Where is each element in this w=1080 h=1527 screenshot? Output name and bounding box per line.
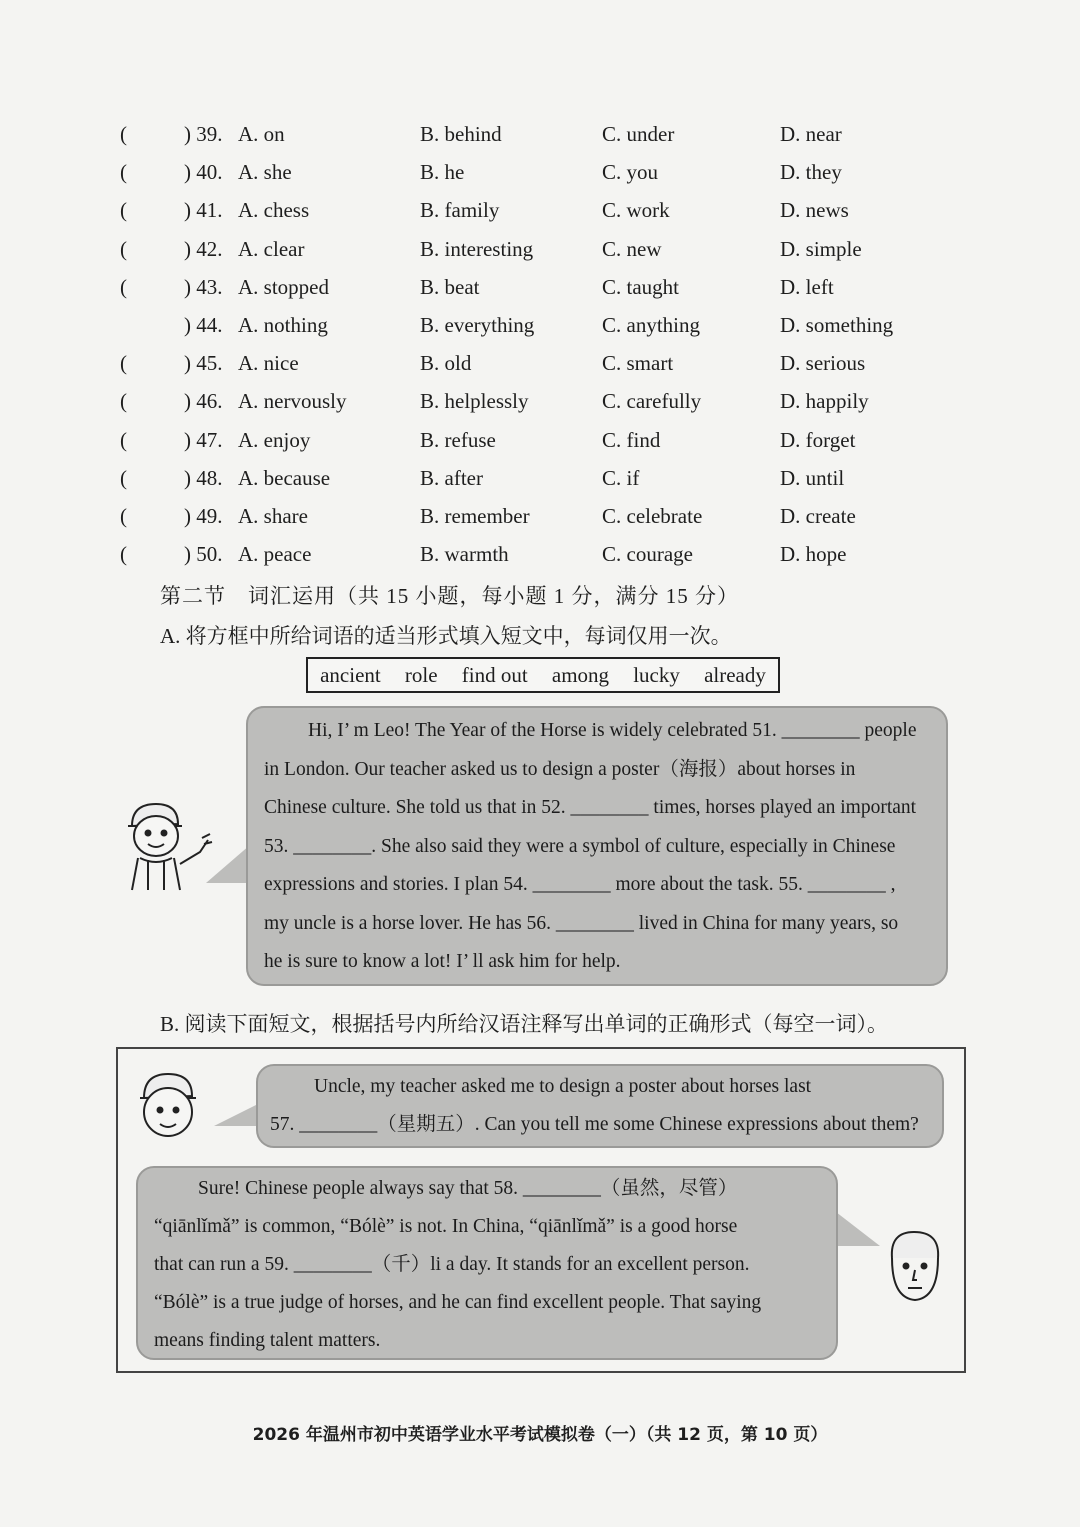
option-a: A. clear — [238, 236, 305, 261]
question-number: ) 50. — [184, 542, 223, 567]
option-b: B. he — [420, 160, 465, 185]
option-a: A. she — [238, 160, 292, 185]
option-b: B. after — [420, 465, 483, 490]
option-b: B. interesting — [420, 236, 534, 261]
answer-paren: ( — [120, 274, 127, 299]
instruction-b: B. 阅读下面短文，根据括号内所给汉语注释写出单词的正确形式（每空一词）。 — [160, 1012, 889, 1036]
answer-paren: ( — [120, 198, 127, 223]
passage-line: that can run a 59. ________（千）li a day. It stands for an excellent person. — [154, 1254, 750, 1275]
passage-line: means finding talent matters. — [154, 1330, 381, 1351]
option-c: C. courage — [602, 542, 693, 567]
passage-line: Sure! Chinese people always say that 58. ________（虽然，尽管） — [198, 1178, 738, 1199]
instruction-a: A. 将方框中所给词语的适当形式填入短文中，每词仅用一次。 — [160, 624, 732, 648]
option-c: C. carefully — [602, 389, 702, 414]
option-a: A. share — [238, 504, 308, 528]
option-d: D. simple — [780, 236, 862, 261]
option-c: C. if — [602, 465, 640, 490]
answer-paren: ( — [120, 427, 127, 452]
question-number: ) 47. — [184, 427, 223, 452]
passage-line: Uncle, my teacher asked me to design a poster about horses last — [314, 1076, 812, 1097]
answer-paren: ( — [120, 122, 127, 146]
question-number: ) 46. — [184, 389, 223, 414]
option-d: D. until — [780, 465, 845, 490]
option-d: D. they — [780, 160, 842, 185]
word-box-item: already — [704, 662, 766, 687]
answer-paren: ( — [120, 542, 127, 567]
option-c: C. you — [602, 160, 659, 185]
option-b: B. remember — [420, 504, 530, 528]
option-d: D. something — [780, 313, 894, 337]
option-b: B. everything — [420, 313, 535, 337]
question-row — [0, 466, 1080, 504]
speech-bubble-uncle — [136, 1166, 838, 1360]
passage-line: “Bólè” is a true judge of horses, and he can find excellent people. That saying — [154, 1292, 762, 1313]
option-a: A. chess — [238, 198, 310, 223]
question-number: ) 48. — [184, 465, 223, 490]
section-title: 第二节 词汇运用（共 15 小题，每小题 1 分，满分 15 分） — [160, 584, 739, 608]
answer-paren: ( — [120, 160, 127, 185]
option-b: B. helplessly — [420, 389, 529, 414]
question-number: ) 43. — [184, 274, 223, 299]
question-number: ) 41. — [184, 198, 223, 223]
question-number: ) 40. — [184, 160, 223, 185]
option-c: C. work — [602, 198, 670, 223]
question-number: ) 39. — [184, 122, 223, 146]
passage-line: Chinese culture. She told us that in 52. ________ times, horses played an important — [264, 797, 917, 818]
man-avatar-icon — [884, 1228, 946, 1310]
passage-line: “qiānlǐmǎ” is common, “Bólè” is not. In China, “qiānlǐmǎ” is a good horse — [154, 1216, 738, 1237]
passage-line: 57. ________（星期五）. Can you tell me some Chinese expressions about them? — [270, 1114, 919, 1135]
question-row — [0, 275, 1080, 313]
question-row — [0, 160, 1080, 198]
question-row — [0, 122, 1080, 160]
option-b: B. beat — [420, 274, 480, 299]
option-c: C. find — [602, 427, 661, 452]
option-d: D. happily — [780, 389, 869, 414]
option-d: D. left — [780, 274, 834, 299]
option-b: B. family — [420, 198, 500, 223]
option-d: D. news — [780, 198, 849, 223]
option-c: C. taught — [602, 274, 679, 299]
word-box — [306, 657, 780, 693]
question-row — [0, 237, 1080, 275]
option-a: A. nothing — [238, 313, 328, 337]
word-box-item: ancient — [320, 662, 381, 687]
answer-paren: ( — [120, 465, 127, 490]
option-b: B. warmth — [420, 542, 509, 567]
passage-line: Hi, I’ m Leo! The Year of the Horse is widely celebrated 51. ________ people — [308, 720, 917, 741]
word-box-item: lucky — [633, 662, 680, 687]
question-row — [0, 389, 1080, 427]
question-number: ) 49. — [184, 504, 223, 528]
question-row — [0, 313, 1080, 351]
option-a: A. because — [238, 465, 331, 490]
passage-line: expressions and stories. I plan 54. ________ more about the task. 55. ________ , — [264, 874, 896, 895]
option-d: D. near — [780, 122, 842, 146]
option-c: C. smart — [602, 351, 674, 376]
speech-bubble-tail — [214, 1104, 258, 1126]
passage-line: in London. Our teacher asked us to design a poster（海报）about horses in — [264, 758, 856, 780]
question-row — [0, 428, 1080, 466]
word-box-item: find out — [461, 662, 528, 687]
page-footer: 2026 年温州市初中英语学业水平考试模拟卷（一）（共 12 页，第 10 页） — [252, 1425, 828, 1445]
question-number: ) 44. — [184, 313, 223, 337]
question-number: ) 42. — [184, 236, 223, 261]
answer-paren: ( — [120, 236, 127, 261]
question-row — [0, 351, 1080, 389]
option-b: B. behind — [420, 122, 502, 146]
option-b: B. old — [420, 351, 472, 376]
passage-line: 53. ________. She also said they were a symbol of culture, especially in Chinese — [264, 835, 896, 857]
answer-paren: ( — [120, 389, 127, 414]
word-box-item: among — [551, 662, 610, 687]
option-d: D. create — [780, 504, 856, 528]
option-a: A. on — [238, 122, 285, 146]
answer-paren: ( — [120, 504, 127, 528]
option-d: D. hope — [780, 542, 847, 567]
speech-bubble-tail — [836, 1212, 880, 1246]
word-box-item: role — [404, 662, 438, 687]
option-c: C. under — [602, 122, 675, 146]
answer-paren: ( — [120, 351, 127, 376]
option-b: B. refuse — [420, 427, 496, 452]
option-c: C. anything — [602, 313, 700, 337]
passage-line: my uncle is a horse lover. He has 56. ________ lived in China for many years, so — [264, 912, 899, 934]
passage-line: he is sure to know a lot! I’ ll ask him for help. — [264, 951, 621, 972]
speech-bubble-leo-question — [256, 1064, 944, 1148]
question-row — [0, 198, 1080, 236]
question-row — [0, 504, 1080, 542]
speech-bubble-leo — [246, 706, 948, 986]
question-number: ) 45. — [184, 351, 223, 376]
option-c: C. celebrate — [602, 504, 703, 528]
option-a: A. peace — [238, 542, 312, 567]
option-a: A. nice — [238, 351, 299, 376]
option-a: A. stopped — [238, 274, 329, 299]
option-a: A. enjoy — [238, 427, 311, 452]
option-d: D. forget — [780, 427, 856, 452]
question-row — [0, 542, 1080, 580]
boy-avatar-icon — [134, 1068, 204, 1150]
boy-avatar-icon — [118, 800, 214, 892]
speech-bubble-tail — [206, 845, 250, 883]
option-a: A. nervously — [238, 389, 347, 414]
option-d: D. serious — [780, 351, 866, 376]
option-c: C. new — [602, 236, 662, 261]
